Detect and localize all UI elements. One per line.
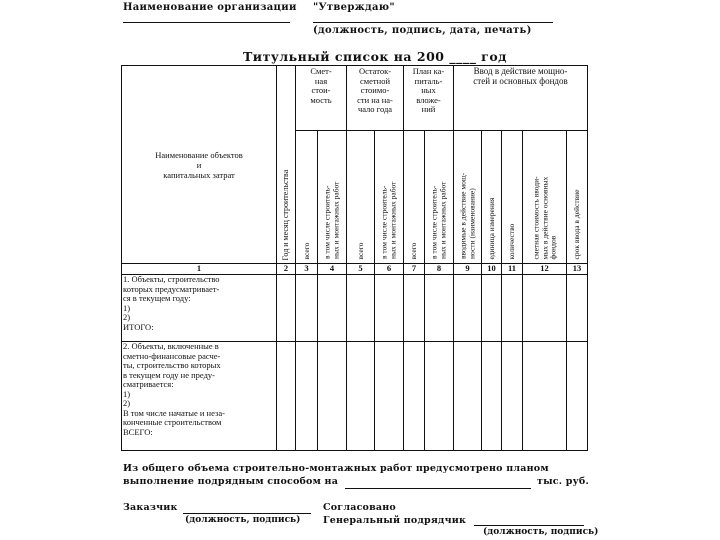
section-line: сматривается: [123, 379, 174, 389]
table-cell[interactable] [296, 342, 318, 451]
header-line: и [196, 159, 202, 170]
section-line: 2) [123, 398, 131, 408]
header-text: ных и монтажных работ [331, 181, 340, 260]
section-2-row [122, 342, 588, 451]
table-cell[interactable] [347, 342, 375, 451]
table-cell[interactable] [482, 275, 502, 342]
column-number: 4 [318, 264, 347, 275]
table-cell[interactable] [296, 275, 318, 342]
header-text: всего [355, 242, 365, 260]
table-cell[interactable] [404, 275, 425, 342]
section-line: ВСЕГО: [123, 426, 153, 437]
header-text: вводимые в действие мощ- [458, 173, 467, 260]
header-text: всего [408, 242, 418, 260]
header-capacity [454, 131, 482, 264]
header-line: Наименование объектов [155, 149, 243, 160]
header-unit [482, 131, 502, 264]
header-text: мых в действие основных [539, 176, 549, 260]
header-group-remaining-cost [347, 66, 404, 131]
section-1-row [122, 275, 588, 342]
contractor-caption: (должность, подпись) [483, 527, 599, 537]
table-cell[interactable] [454, 342, 482, 451]
header-line: сметной [360, 75, 390, 86]
organization-label: Наименование организации [123, 2, 297, 13]
table-cell[interactable] [502, 275, 523, 342]
header-text: сметная стоимость вводи- [530, 176, 540, 260]
contractor-signature-line[interactable] [474, 525, 584, 526]
header-line: План ка- [412, 66, 445, 76]
header-text: фондов [547, 235, 557, 260]
table-cell[interactable] [277, 342, 296, 451]
header-group-estimated-cost [296, 66, 347, 131]
approve-signature-line[interactable] [313, 22, 553, 23]
header-line: стей и основных фондов [473, 75, 568, 86]
header-text: ности (наименование) [466, 188, 476, 260]
currency-label: тыс. руб. [537, 476, 589, 487]
agreed-label: Согласовано [323, 502, 396, 513]
column-number: 11 [502, 264, 523, 275]
header-text: ных и монтажных работ [438, 181, 447, 260]
table-cell[interactable] [482, 342, 502, 451]
section-2-label [122, 342, 277, 451]
table-cell[interactable] [523, 342, 567, 451]
column-number: 9 [454, 264, 482, 275]
header-line: Ввод в действие мощно- [473, 66, 568, 76]
section-line: 2. Объекты, включенные в [123, 341, 219, 351]
header-text: единица измерения [486, 197, 496, 260]
section-line: 1. Объекты, строительство [123, 274, 220, 284]
column-number: 6 [375, 264, 404, 275]
header-line: стои- [311, 85, 331, 95]
table-cell[interactable] [454, 275, 482, 342]
table-cell[interactable] [404, 342, 425, 451]
header-line: мость [310, 94, 332, 105]
table-cell[interactable] [375, 275, 404, 342]
table-cell[interactable] [567, 275, 588, 342]
table-cell[interactable] [318, 275, 347, 342]
header-line: капитальных затрат [163, 169, 235, 180]
header-text: срок ввода в действие [571, 189, 581, 260]
section-line: ты, строительство которых [123, 360, 221, 370]
section-line: ИТОГО: [123, 321, 154, 332]
header-total-3 [404, 131, 425, 264]
section-line: 1) [123, 388, 131, 399]
table-cell[interactable] [502, 342, 523, 451]
header-text: в том числе строитель- [429, 185, 439, 260]
table-cell[interactable] [425, 342, 454, 451]
column-number: 8 [425, 264, 454, 275]
table-cell[interactable] [523, 275, 567, 342]
section-line: 1) [123, 302, 131, 313]
header-text: всего [301, 242, 311, 260]
header-incl-smr-2 [375, 131, 404, 264]
table-cell[interactable] [567, 342, 588, 451]
header-group-commissioning [454, 66, 588, 131]
header-total-1 [296, 131, 318, 264]
section-line: ся в текущем году: [123, 293, 191, 303]
section-1-label [122, 275, 277, 342]
section-line: В том числе начатые и неза- [123, 407, 225, 418]
header-incl-smr-3 [425, 131, 454, 264]
header-incl-smr-1 [318, 131, 347, 264]
header-line: Остаток- [358, 66, 392, 76]
contractor-label: Генеральный подрядчик [323, 515, 467, 526]
table-cell[interactable] [425, 275, 454, 342]
section-line: 2) [123, 312, 131, 322]
table-cell[interactable] [375, 342, 404, 451]
contract-amount-line[interactable] [345, 488, 531, 489]
table-cell[interactable] [347, 275, 375, 342]
column-number: 7 [404, 264, 425, 275]
header-line: питаль- [414, 75, 443, 86]
column-numbers-row [122, 264, 588, 275]
header-object-name [122, 66, 277, 264]
header-year-month [277, 66, 296, 264]
section-line: в текущем году не преду- [123, 369, 215, 380]
title-list-table [121, 65, 588, 451]
column-number: 13 [567, 264, 588, 275]
customer-label: Заказчик [123, 502, 178, 513]
approve-label: "Утверждаю" [313, 2, 395, 13]
header-line: вложе- [416, 94, 441, 105]
header-text: количество [506, 223, 516, 260]
column-number: 3 [296, 264, 318, 275]
table-cell[interactable] [318, 342, 347, 451]
customer-caption: (должность, подпись) [185, 515, 301, 525]
header-quantity [502, 131, 523, 264]
customer-signature-line[interactable] [183, 513, 311, 514]
header-total-2 [347, 131, 375, 264]
header-group-capital-investment [404, 66, 454, 131]
column-number: 1 [122, 264, 277, 275]
table-cell[interactable] [277, 275, 296, 342]
header-text: в том числе строитель- [322, 185, 332, 260]
header-line: ных [421, 85, 436, 95]
header-estimated-cost [523, 131, 567, 264]
header-line: Смет- [310, 66, 332, 76]
header-text: ных и монтажных работ [388, 181, 397, 260]
organization-name-line[interactable] [123, 22, 290, 23]
header-line: ний [421, 104, 436, 114]
section-line: сметно-финансовые расче- [123, 350, 221, 361]
header-line: ная [314, 75, 328, 86]
footer-note-line2: выполнение подрядным способом на [123, 476, 339, 487]
header-line: стоимо- [360, 85, 390, 95]
header-line: чало года [357, 104, 393, 114]
header-commission-date [567, 131, 588, 264]
column-number: 2 [277, 264, 296, 275]
header-line: сти на на- [357, 94, 393, 105]
section-line: которых предусматривает- [123, 283, 220, 294]
footer-note-line1: Из общего объема строительно-монтажных работ предусмотрено планом [123, 463, 549, 474]
column-number: 12 [523, 264, 567, 275]
header-text: Год и месяц строительства [280, 169, 290, 260]
column-number: 5 [347, 264, 375, 275]
column-number: 10 [482, 264, 502, 275]
approve-caption: (должность, подпись, дата, печать) [313, 25, 532, 36]
section-line: конченные строительством [123, 417, 222, 427]
document-title: Титульный список на 200 ____ год [243, 49, 508, 64]
header-text: в том числе строитель- [379, 185, 389, 260]
